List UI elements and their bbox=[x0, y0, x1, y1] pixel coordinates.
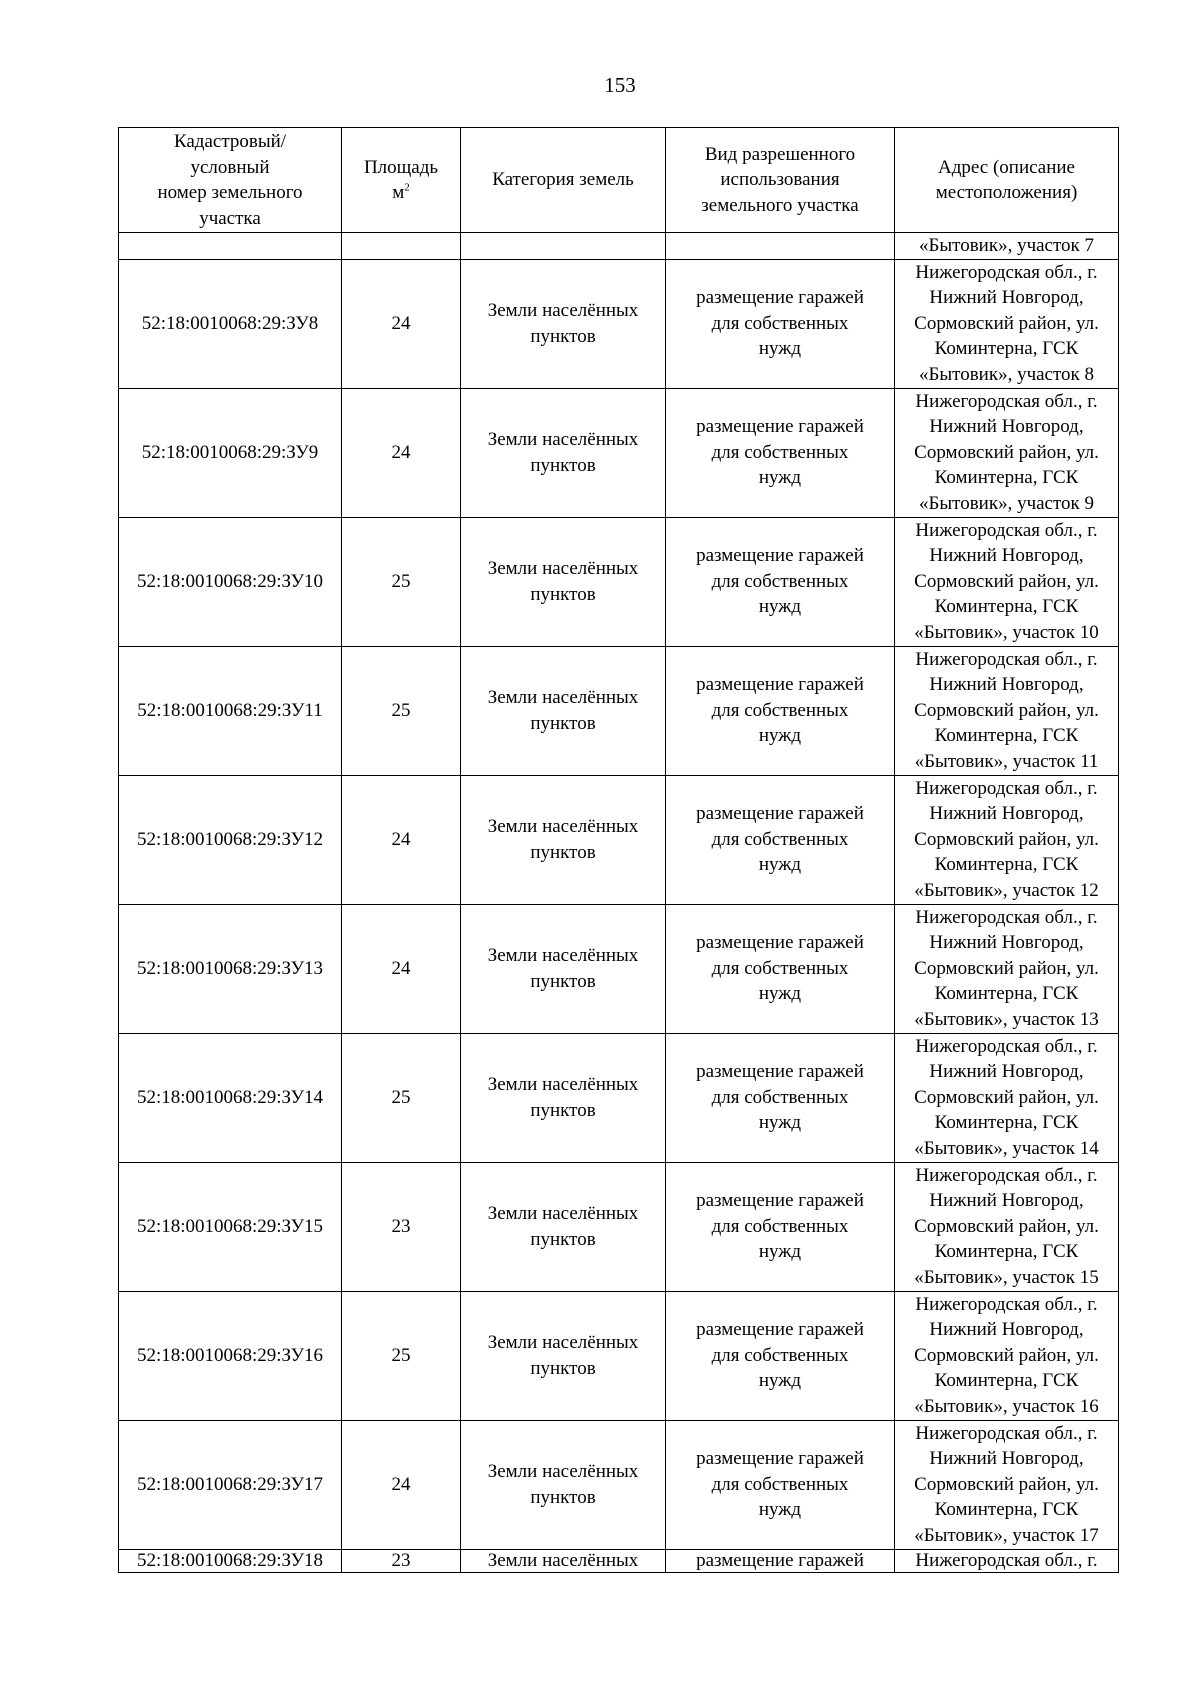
land-category-cell: Земли населённых пунктов bbox=[461, 259, 666, 388]
table-row bbox=[119, 388, 1119, 517]
permitted-use-cell: размещение гаражей для собственных нужд bbox=[666, 1033, 895, 1162]
land-category-cell: Земли населённых пунктов bbox=[461, 388, 666, 517]
area-cell: 24 bbox=[342, 775, 461, 904]
land-category-cell: Земли населённых пунктов bbox=[461, 1420, 666, 1549]
permitted-use-cell: размещение гаражей для собственных нужд bbox=[666, 1291, 895, 1420]
cadastral-number-cell: 52:18:0010068:29:ЗУ10 bbox=[119, 517, 342, 646]
address-cell: Нижегородская обл., г. Нижний Новгород, Сормовский район, ул. Коминтерна, ГСК «Бытовик», участок 12 bbox=[895, 775, 1119, 904]
table-row bbox=[119, 904, 1119, 1033]
land-category-cell: Земли населённых пунктов bbox=[461, 904, 666, 1033]
permitted-use-cell: размещение гаражей для собственных нужд bbox=[666, 1162, 895, 1291]
area-cell: 24 bbox=[342, 904, 461, 1033]
table-row bbox=[119, 1033, 1119, 1162]
cadastral-number-cell: 52:18:0010068:29:ЗУ8 bbox=[119, 259, 342, 388]
table-row bbox=[119, 1162, 1119, 1291]
header-land-category: Категория земель bbox=[461, 128, 666, 233]
address-cell: Нижегородская обл., г. Нижний Новгород, Сормовский район, ул. Коминтерна, ГСК «Бытовик», участок 11 bbox=[895, 646, 1119, 775]
table-row bbox=[119, 517, 1119, 646]
address-cell: Нижегородская обл., г. Нижний Новгород, Сормовский район, ул. Коминтерна, ГСК «Бытовик», участок 15 bbox=[895, 1162, 1119, 1291]
land-category-cell: Земли населённых пунктов bbox=[461, 517, 666, 646]
address-cell: «Бытовик», участок 7 bbox=[895, 233, 1119, 260]
cadastral-number-cell: 52:18:0010068:29:ЗУ9 bbox=[119, 388, 342, 517]
area-cell: 25 bbox=[342, 1291, 461, 1420]
area-cell: 24 bbox=[342, 259, 461, 388]
area-cell: 24 bbox=[342, 1420, 461, 1549]
address-cell: Нижегородская обл., г. Нижний Новгород, Сормовский район, ул. Коминтерна, ГСК «Бытовик», участок 13 bbox=[895, 904, 1119, 1033]
address-cell: Нижегородская обл., г. Нижний Новгород, Сормовский район, ул. Коминтерна, ГСК «Бытовик», участок 14 bbox=[895, 1033, 1119, 1162]
permitted-use-cell: размещение гаражей bbox=[666, 1549, 895, 1572]
land-category-cell: Земли населённых пунктов bbox=[461, 1291, 666, 1420]
cadastral-number-cell: 52:18:0010068:29:ЗУ12 bbox=[119, 775, 342, 904]
cadastral-number-cell: 52:18:0010068:29:ЗУ17 bbox=[119, 1420, 342, 1549]
land-category-cell: Земли населённых пунктов bbox=[461, 1033, 666, 1162]
page-number: 153 bbox=[604, 73, 636, 97]
table-row bbox=[119, 1420, 1119, 1549]
address-cell: Нижегородская обл., г. Нижний Новгород, Сормовский район, ул. Коминтерна, ГСК «Бытовик», участок 16 bbox=[895, 1291, 1119, 1420]
cadastral-number-cell: 52:18:0010068:29:ЗУ16 bbox=[119, 1291, 342, 1420]
address-cell: Нижегородская обл., г. Нижний Новгород, Сормовский район, ул. Коминтерна, ГСК «Бытовик», участок 17 bbox=[895, 1420, 1119, 1549]
cadastral-number-cell: 52:18:0010068:29:ЗУ13 bbox=[119, 904, 342, 1033]
area-cell: 25 bbox=[342, 1033, 461, 1162]
table-row bbox=[119, 259, 1119, 388]
land-category-cell: Земли населённых пунктов bbox=[461, 775, 666, 904]
table-row bbox=[119, 775, 1119, 904]
area-cell: 24 bbox=[342, 388, 461, 517]
continuation-row bbox=[119, 233, 1119, 260]
table-row bbox=[119, 1291, 1119, 1420]
area-cell: 23 bbox=[342, 1162, 461, 1291]
land-category-cell: Земли населённых bbox=[461, 1549, 666, 1572]
header-permitted-use: Вид разрешенного использования земельного участка bbox=[666, 128, 895, 233]
cadastral-number-cell: 52:18:0010068:29:ЗУ15 bbox=[119, 1162, 342, 1291]
area-cell: 23 bbox=[342, 1549, 461, 1572]
table-row bbox=[119, 646, 1119, 775]
address-cell: Нижегородская обл., г. Нижний Новгород, Сормовский район, ул. Коминтерна, ГСК «Бытовик», участок 9 bbox=[895, 388, 1119, 517]
header-area: Площадь $м^2$ bbox=[342, 128, 461, 233]
cadastral-number-cell: 52:18:0010068:29:ЗУ11 bbox=[119, 646, 342, 775]
land-category-cell: Земли населённых пунктов bbox=[461, 1162, 666, 1291]
land-category-cell: Земли населённых пунктов bbox=[461, 646, 666, 775]
cadastral-number-cell: 52:18:0010068:29:ЗУ14 bbox=[119, 1033, 342, 1162]
permitted-use-cell: размещение гаражей для собственных нужд bbox=[666, 904, 895, 1033]
cadastral-number-cell: 52:18:0010068:29:ЗУ18 bbox=[119, 1549, 342, 1572]
address-cell: Нижегородская обл., г. Нижний Новгород, Сормовский район, ул. Коминтерна, ГСК «Бытовик», участок 10 bbox=[895, 517, 1119, 646]
permitted-use-cell: размещение гаражей для собственных нужд bbox=[666, 646, 895, 775]
land-plots-table bbox=[118, 127, 1119, 1573]
table-header-row bbox=[119, 128, 1119, 233]
permitted-use-cell: размещение гаражей для собственных нужд bbox=[666, 388, 895, 517]
area-cell: 25 bbox=[342, 646, 461, 775]
permitted-use-cell: размещение гаражей для собственных нужд bbox=[666, 517, 895, 646]
address-cell: Нижегородская обл., г. Нижний Новгород, Сормовский район, ул. Коминтерна, ГСК «Бытовик», участок 8 bbox=[895, 259, 1119, 388]
address-cell: Нижегородская обл., г. bbox=[895, 1549, 1119, 1572]
header-address: Адрес (описание местоположения) bbox=[895, 128, 1119, 233]
permitted-use-cell: размещение гаражей для собственных нужд bbox=[666, 1420, 895, 1549]
permitted-use-cell: размещение гаражей для собственных нужд bbox=[666, 259, 895, 388]
header-cadastral-number: Кадастровый/ условный номер земельного участка bbox=[119, 128, 342, 233]
area-cell: 25 bbox=[342, 517, 461, 646]
table-row-partial bbox=[119, 1549, 1119, 1572]
permitted-use-cell: размещение гаражей для собственных нужд bbox=[666, 775, 895, 904]
